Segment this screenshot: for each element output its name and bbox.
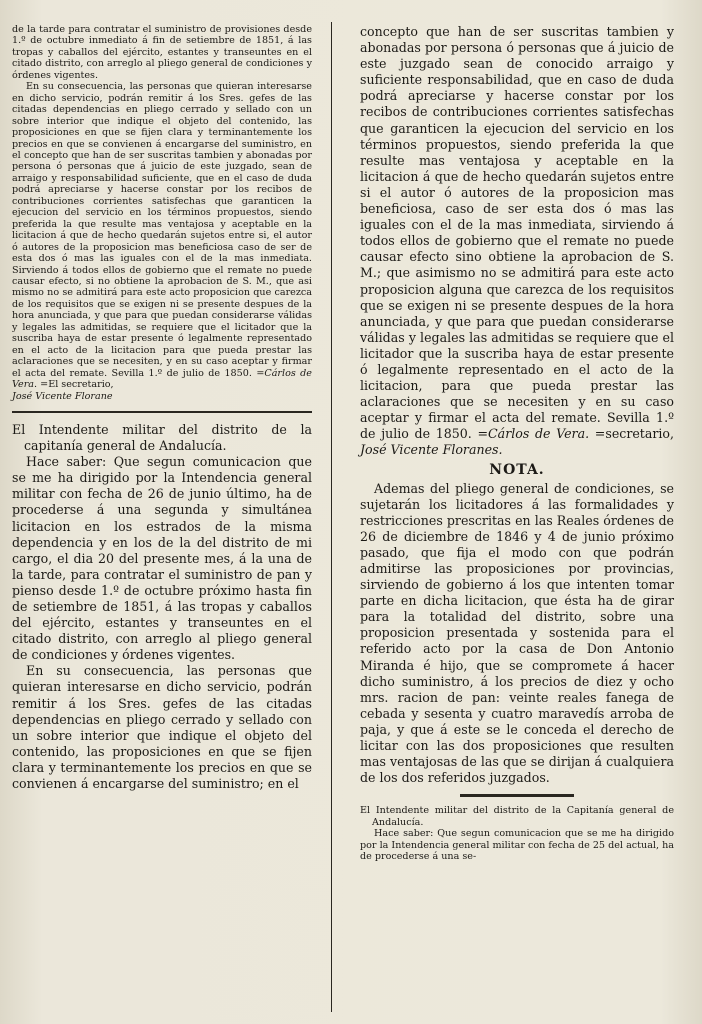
left-column [12,24,312,792]
notice1-signature-name2: José Vicente Florane [12,390,113,402]
continuation-text: concepto que han de ser suscritas tambien y abonadas por persona ó personas que á juicio de este juzgado sean de conocido arraigo y suficiente responsabilidad, que en caso de duda podrá apreciarse y hacerse constar por los recibos de contribuciones corrientes satisfechas que garanticen la ejecucion del servicio en los términos propuestos, siendo preferida la que resulte mas ventajosa y aceptable en la licitacion á que de hecho quedarán sujetos entre si el autor ó autores de la proposicion mas beneficiosa, caso de ser esta dos ó mas las iguales con el de la mas inmediata, sirviendo á todos ellos de gobierno que el remate no puede causar efecto sino obtiene la aprobacion de S. M.; que asimismo no se admitirá para este acto proposicion alguna que carezca de los requisitos que se exigen ni se presente despues de la hora anunciada, y que para que puedan considerarse válidas y legales las admitidas se requiere que el licitador que la suscriba haya de estar presente ó legalmente representado en el acto de la licitacion, para que pueda prestar las aclaraciones que se necesiten y en su caso aceptar y firmar el acta del remate. Sevilla 1.º de julio de 1850. =Cárlos de Vera. =secretario, José Vicente Floranes. [360,24,675,458]
column-divider [331,22,332,1012]
notice3-heading: El Intendente militar del distrito de la Capitanía general de Andalucía. [360,805,674,828]
notice2-para1: Hace saber: Que segun comunicacion que se me ha dirigido por la Intendencia general militar con fecha de 26 de junio último, ha de procederse á una segunda y simultánea licitacion en los estrados de la misma dependencia y en los de la del distrito de mi cargo, el dia 20 del presente mes, á la una de la tarde, para contratar el suministro de pan y pienso desde 1.º de octubre próximo hasta fin de setiembre de 1851, á las tropas y caballos del ejército, estantes y transeuntes en el citado distrito, con arreglo al pliego general de condiciones y órdenes vigentes. [12,454,312,663]
right-signature-name: Cárlos de Vera. [488,426,590,442]
nota-title: NOTA. [489,461,545,478]
horizontal-rule [12,411,312,413]
notice3-para1: Hace saber: Que segun comunicacion que se me ha dirigido por la Intendencia general militar con fecha de 25 del actual, ha de procederse á una se- [360,828,674,863]
right-column [360,24,674,863]
right-signature-name2: José Vicente Floranes. [360,442,503,458]
notice1-para1: de la tarde para contratar el suministro de provisiones desde 1.º de octubre inmediato á fin de setiembre de 1851, á las tropas y caballos del ejército, estantes y transeuntes en el citado distrito, con arreglo al pliego general de condiciones y órdenes vigentes. [12,24,312,81]
continuation-body: concepto que han de ser suscritas tambien y abonadas por persona ó personas que á juicio de este juzgado sean de conocido arraigo y suficiente responsabilidad, que en caso de duda podrá apreciarse y hacerse constar por los recibos de contribuciones corrientes satisfechas que garanticen la ejecucion del servicio en los términos propuestos, siendo preferida la que resulte mas ventajosa y aceptable en la licitacion á que de hecho quedarán sujetos entre si el autor ó autores de la proposicion mas beneficiosa, caso de ser esta dos ó mas las iguales con el de la mas inmediata, sirviendo á todos ellos de gobierno que el remate no puede causar efecto sino obtiene la aprobacion de S. M.; que asimismo no se admitirá para este acto proposicion alguna que carezca de los requisitos que se exigen ni se presente despues de la hora anunciada, y que para que puedan considerarse válidas y legales las admitidas se requiere que el licitador que la suscriba haya de estar presente ó legalmente representado en el acto de la licitacion, para que pueda prestar las aclaraciones que se necesiten y en su caso aceptar y firmar el acta del remate. Sevilla 1.º de julio de 1850. [360,24,674,442]
nota-text: Ademas del pliego general de condiciones, se sujetarán los licitadores á las formalidades y restricciones prescritas en las Reales órdenes de 26 de diciembre de 1846 y 4 de junio próximo pasado, que fija el modo con que podrán admitirse las proposiciones por provincias, sirviendo de gobierno á los que intenten tomar parte en dicha licitacion, que ésta ha de girar para la totalidad del distrito, sobre una proposicion presentada y sostenida para el referido acto por la casa de Don Antonio Miranda é hijo, que se compromete á hacer dicho suministro, á los precios de diez y ocho mrs. racion de pan: veinte reales fanega de cebada y sesenta y cuatro maravedís arroba de paja, y que á este se le conceda el derecho de licitar con las dos proposiciones que resulten mas ventajosas de las que se dirijan á cualquiera de los dos referidos juzgados. [360,480,674,786]
notice1-signature-name: Cárlos de Vera. [12,367,312,391]
notice1-signature-role: El secretario, [48,379,114,391]
notice1-para2: En su consecuencia, las personas que quieran interesarse en dicho servicio, podrán remitir á los Sres. gefes de las citadas dependencias en pliego cerrado y sellado con un sobre interior que indique el objeto del contenido, las proposiciones en que se fijen clara y terminantemente los precios en que se convienen á encargarse del suministro, en el concepto que han de ser suscritas tambien y abonadas por persona ó personas que á juicio de este juzgado, sean de arraigo y responsabilidad suficiente, que en el caso de duda podrá apreciarse y hacerse constar por los recibos de contribuciones corrientes satisfechas que garanticen la ejecucion del servicio en los términos propuestos, siendo preferida la que resulte mas ventajosa y aceptable en la licitacion á que de hecho quedarán sujetos entre si, el autor ó autores de la proposicion mas beneficiosa caso de ser de esta dos ó mas las iguales con el de la mas inmediata. Sirviendo á todos ellos de gobierno que el remate no puede causar efecto, si no obtiene la aprobacion de S. M., que asi mismo no se admitirá para este acto proposicion que carezca de los requisitos que se exigen ni se presente despues de la hora anunciada, y que para que puedan considerarse válidas y legales las admitidas, se requiere que el licitador que la suscriba haya de estar presente ó legalmente representado en el acto de la licitacion para que pueda prestar las aclaraciones que se necesiten, y en su caso aceptar y firmar el acta del remate. Sevilla 1.º de julio de 1850. =Cárlos de Vera. =El secretario, José Vicente Florane [12,81,312,402]
right-signature-role: secretario, [605,426,675,442]
section-rule [460,794,573,797]
notice1-para2-text: En su consecuencia, las personas que quieran interesarse en dicho servicio, podrán remitir á los Sres. gefes de las citadas dependencias en pliego cerrado y sellado con un sobre interior que indique el objeto del contenido, las proposiciones en que se fijen clara y terminantemente los precios en que se convienen á encargarse del suministro, en el concepto que han de ser suscritas tambien y abonadas por persona ó personas que á juicio de este juzgado, sean de arraigo y responsabilidad suficiente, que en el caso de duda podrá apreciarse y hacerse constar por los recibos de contribuciones corrientes satisfechas que garanticen la ejecucion del servicio en los términos propuestos, siendo preferida la que resulte mas ventajosa y aceptable en la licitacion á que de hecho quedarán sujetos entre si, el autor ó autores de la proposicion mas beneficiosa caso de ser de esta dos ó mas las iguales con el de la mas inmediata. Sirviendo á todos ellos de gobierno que el remate no puede causar efecto, si no obtiene la aprobacion de S. M., que asi mismo no se admitirá para este acto proposicion que carezca de los requisitos que se exigen ni se presente despues de la hora anunciada, y que para que puedan considerarse válidas y legales las admitidas, se requiere que el licitador que la suscriba haya de estar presente ó legalmente representado en el acto de la licitacion para que pueda prestar las aclaraciones que se necesiten, y en su caso aceptar y firmar el acta del remate. Sevilla 1.º de julio de 1850. [12,81,312,379]
notice2-para2: En su consecuencia, las personas que quieran interesarse en dicho servicio, podrán remitir á los Sres. gefes de las citadas dependencias en pliego cerrado y sellado con un sobre interior que indique el objeto del contenido, las proposiciones en que se fijen clara y terminantemente los precios en que se convienen á encargarse del suministro; en el [12,663,312,792]
notice2-heading: El Intendente militar del distrito de la capitanía general de Andalucía. [12,421,312,454]
